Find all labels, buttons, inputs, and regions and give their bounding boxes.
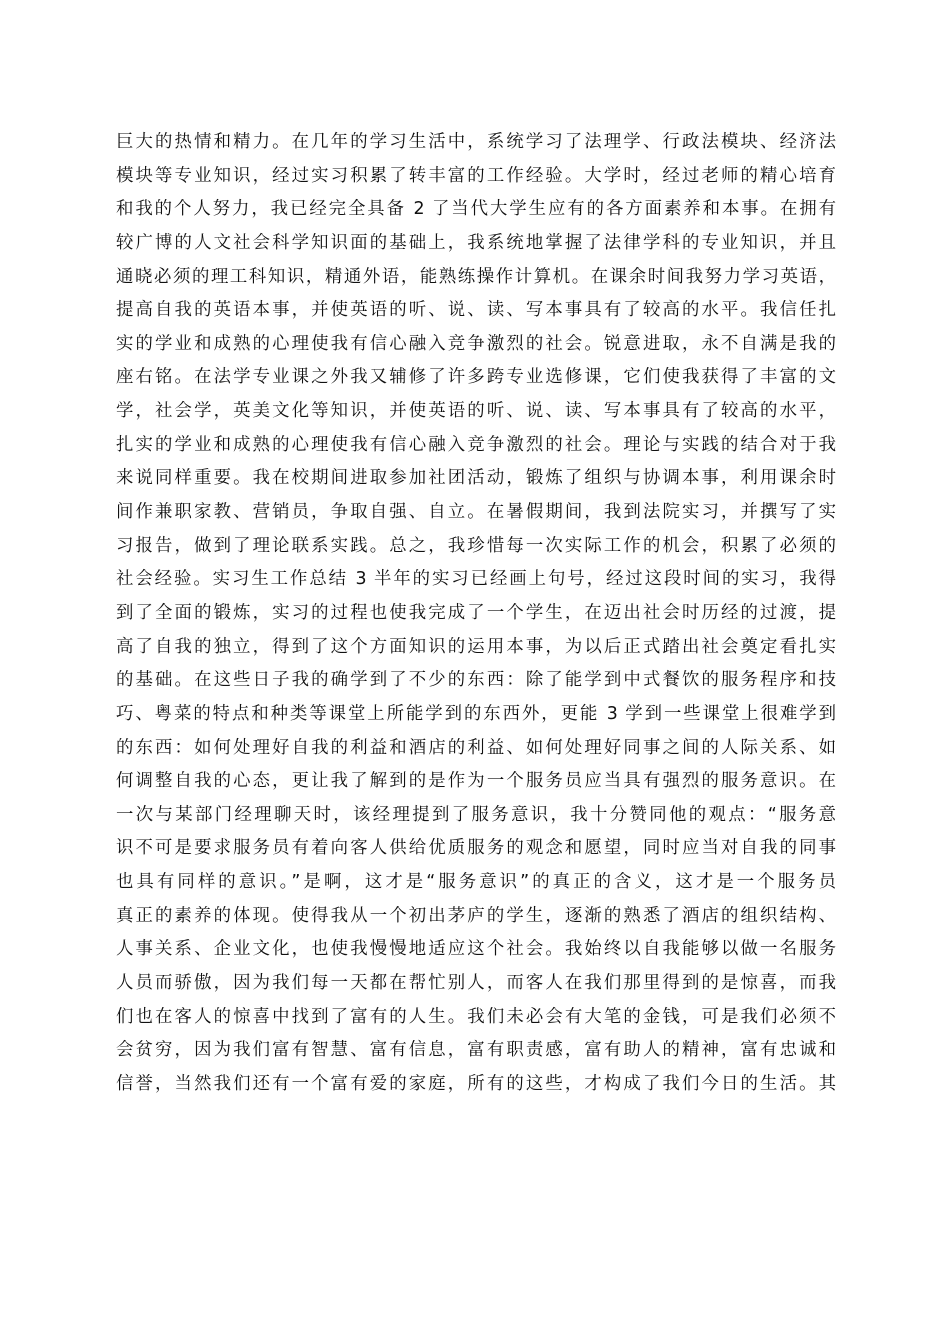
text-line: 的东西：如何处理好自我的利益和酒店的利益、如何处理好同事之间的人际关系、如 bbox=[116, 737, 836, 758]
text-line: 巨大的热情和精力。在几年的学习生活中，系统学习了法理学、行政法模块、经济法 bbox=[116, 132, 836, 152]
text-line: 模块等专业知识，经过实习积累了转丰富的工作经验。大学时，经过老师的精心培育 bbox=[116, 165, 836, 186]
text-line: 实的学业和成熟的心理使我有信心融入竞争激烈的社会。锐意进取，永不自满是我的 bbox=[116, 333, 836, 354]
text-line: 通晓必须的理工科知识，精通外语，能熟练操作计算机。在课余时间我努力学习英语， bbox=[116, 266, 836, 287]
text-line: 习报告，做到了理论联系实践。总之，我珍惜每一次实际工作的机会，积累了必须的 bbox=[116, 535, 836, 556]
body-text bbox=[116, 126, 836, 1102]
text-line: 巧、粤菜的特点和种类等课堂上所能学到的东西外，更能 3 学到一些课堂上很难学到 bbox=[116, 703, 836, 724]
text-line: 较广博的人文社会科学知识面的基础上，我系统地掌握了法律学科的专业知识，并且 bbox=[116, 232, 836, 253]
text-line: 扎实的学业和成熟的心理使我有信心融入竞争激烈的社会。理论与实践的结合对于我 bbox=[116, 434, 836, 455]
text-line: 间作兼职家教、营销员，争取自强、自立。在暑假期间，我到法院实习，并撰写了实 bbox=[116, 502, 836, 523]
text-line: 信誉，当然我们还有一个富有爱的家庭，所有的这些，才构成了我们今日的生活。其 bbox=[116, 1073, 836, 1094]
text-line: 座右铭。在法学专业课之外我又辅修了许多跨专业选修课，它们使我获得了丰富的文 bbox=[116, 367, 836, 388]
text-line: 人事关系、企业文化，也使我慢慢地适应这个社会。我始终以自我能够以做一名服务 bbox=[116, 939, 836, 960]
text-line: 和我的个人努力，我已经完全具备 2 了当代大学生应有的各方面素养和本事。在拥有 bbox=[116, 199, 836, 220]
text-line: 人员而骄傲，因为我们每一天都在帮忙别人，而客人在我们那里得到的是惊喜，而我 bbox=[116, 973, 836, 994]
text-line: 社会经验。实习生工作总结 3 半年的实习已经画上句号，经过这段时间的实习，我得 bbox=[116, 569, 836, 590]
text-line: 识不可是要求服务员有着向客人供给优质服务的观念和愿望，同时应当对自我的同事 bbox=[116, 838, 836, 859]
text-line: 学，社会学，英美文化等知识，并使英语的听、说、读、写本事具有了较高的水平， bbox=[116, 401, 836, 422]
text-line: 高了自我的独立，得到了这个方面知识的运用本事，为以后正式踏出社会奠定看扎实 bbox=[116, 636, 836, 657]
text-line: 何调整自我的心态，更让我了解到的是作为一个服务员应当具有强烈的服务意识。在 bbox=[116, 771, 836, 792]
text-line: 来说同样重要。我在校期间进取参加社团活动，锻炼了组织与协调本事，利用课余时 bbox=[116, 468, 836, 489]
text-line: 到了全面的锻炼，实习的过程也使我完成了一个学生，在迈出社会时历经的过渡，提 bbox=[116, 602, 836, 623]
text-line: 们也在客人的惊喜中找到了富有的人生。我们未必会有大笔的金钱，可是我们必须不 bbox=[116, 1006, 836, 1027]
text-line: 的基础。在这些日子我的确学到了不少的东西：除了能学到中式餐饮的服务程序和技 bbox=[116, 670, 836, 691]
text-line: 一次与某部门经理聊天时，该经理提到了服务意识，我十分赞同他的观点：“服务意 bbox=[116, 804, 836, 825]
text-line: 提高自我的英语本事，并使英语的听、说、读、写本事具有了较高的水平。我信任扎 bbox=[116, 300, 836, 321]
text-line: 也具有同样的意识。”是啊，这才是“服务意识”的真正的含义，这才是一个服务员 bbox=[116, 872, 836, 893]
text-line: 会贫穷，因为我们富有智慧、富有信息，富有职责感，富有助人的精神，富有忠诚和 bbox=[116, 1040, 836, 1061]
text-line: 真正的素养的体现。使得我从一个初出茅庐的学生，逐渐的熟悉了酒店的组织结构、 bbox=[116, 905, 836, 926]
